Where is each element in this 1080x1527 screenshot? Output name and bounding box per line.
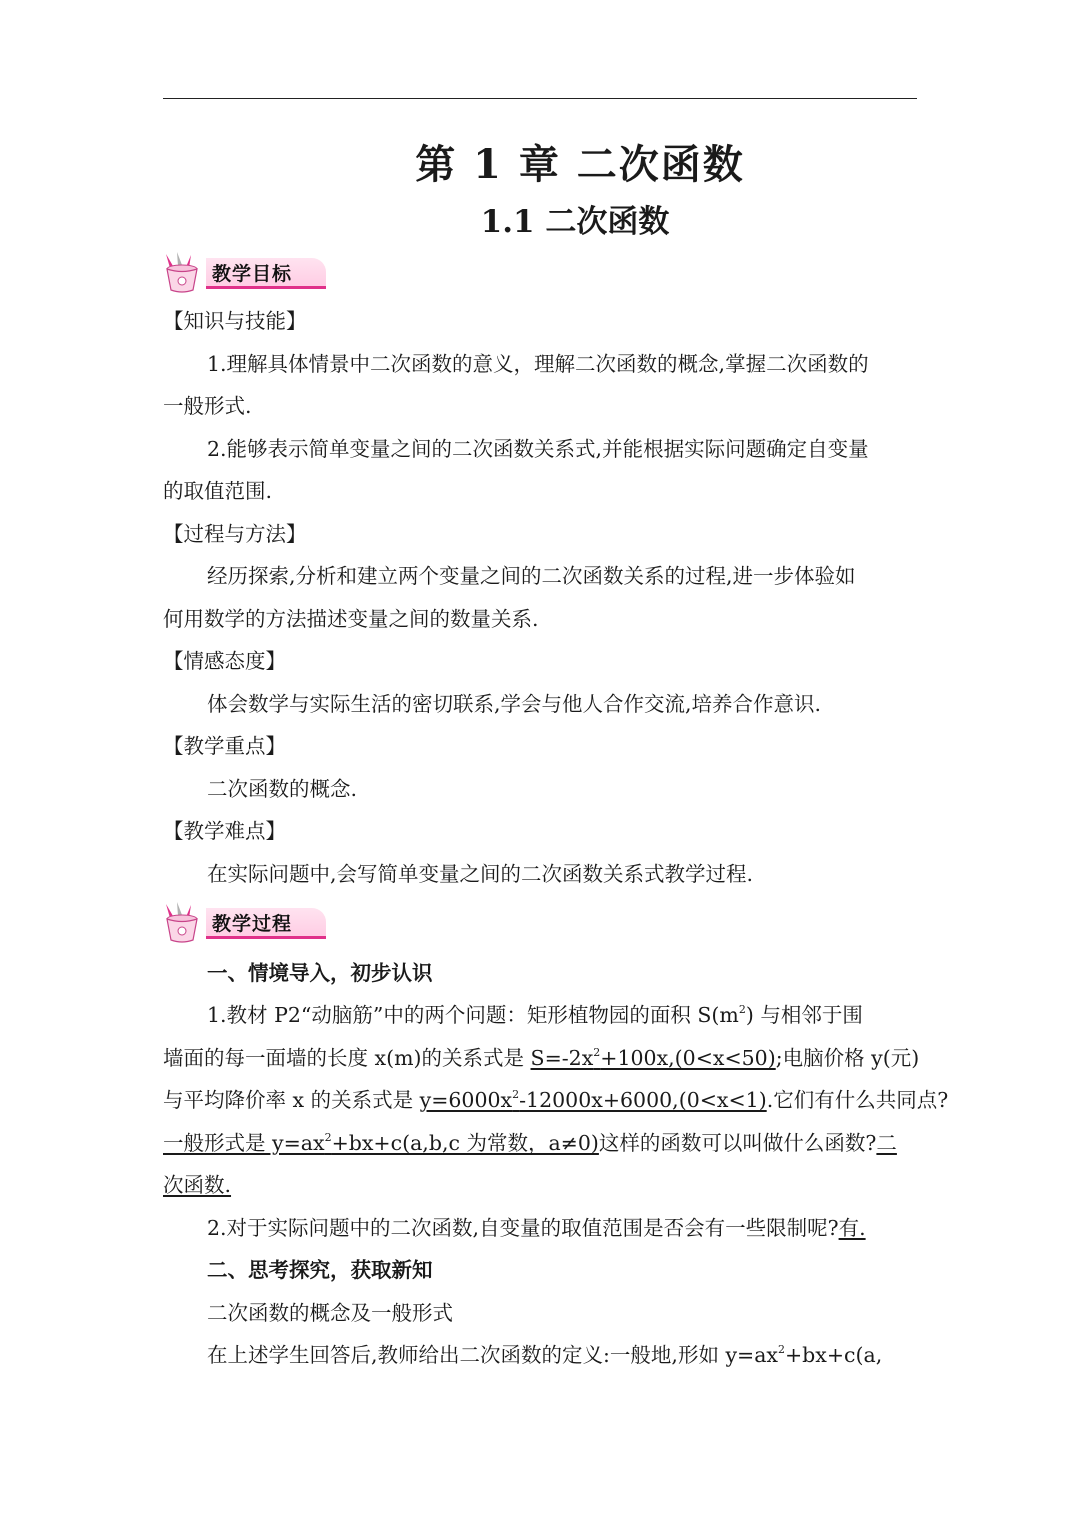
superscript: 2 [738, 1003, 746, 1016]
formula-2 [420, 1088, 767, 1112]
attitude-text: 体会数学与实际生活的密切联系,学会与他人合作交流,培养合作意识. [207, 692, 822, 716]
answer-2: 有. [838, 1216, 866, 1240]
item-1-text-a: 1.教材 P2“动脑筋”中的两个问题：矩形植物园的面积 S(m [207, 1003, 739, 1027]
formula-1-b: +100x,(0<x<50) [600, 1046, 776, 1070]
knowledge-heading: 【知识与技能】 [163, 309, 307, 333]
key-point-heading: 【教学重点】 [163, 734, 286, 758]
part-1-heading: 一、情境导入，初步认识 [207, 961, 433, 985]
answer-1-a: 二 [876, 1131, 897, 1155]
definition-line [207, 1341, 967, 1369]
knowledge-item-2-line-2: 的取值范围. [163, 479, 273, 503]
formula-1 [531, 1046, 776, 1070]
superscript: 2 [778, 1343, 785, 1356]
definition-text-b: +bx+c(a, [785, 1343, 883, 1367]
general-form [163, 1131, 599, 1155]
formula-2-a: y=6000x [419, 1088, 513, 1112]
badge-flag [206, 908, 326, 939]
item-1-line-5 [163, 1171, 923, 1199]
superscript: 2 [324, 1131, 332, 1144]
header-rule [163, 98, 917, 99]
item-1-line-3 [163, 1086, 949, 1114]
item-1-text-c: 墙面的每一面墙的长度 x(m)的关系式是 [163, 1046, 531, 1070]
item-1-line-2 [163, 1044, 923, 1072]
process-method-line-2: 何用数学的方法描述变量之间的数量关系. [163, 607, 539, 631]
superscript: 2 [593, 1046, 601, 1059]
formula-2-b: -12000x+6000,(0<x<1) [519, 1088, 767, 1112]
item-1-line-1 [207, 1001, 967, 1029]
attitude-heading: 【情感态度】 [163, 649, 286, 673]
item-1-text-e: 与平均降价率 x 的关系式是 [163, 1088, 420, 1112]
general-form-a: 一般形式是 y=ax [163, 1131, 325, 1155]
formula-1-a: S=-2x [530, 1046, 594, 1070]
goals-badge-label: 教学目标 [212, 263, 293, 285]
general-form-b: +bx+c(a,b,c 为常数，a≠0) [331, 1131, 599, 1155]
item-2-text: 2.对于实际问题中的二次函数,自变量的取值范围是否会有一些限制呢? [207, 1216, 839, 1240]
process-method-line-1: 经历探索,分析和建立两个变量之间的二次函数关系的过程,进一步体验如 [207, 564, 856, 588]
item-1-text-b: ) 与相邻于围 [745, 1003, 863, 1027]
item-1-text-g: 这样的函数可以叫做什么函数? [598, 1131, 877, 1155]
item-1-line-4 [163, 1129, 923, 1157]
definition-text-a: 在上述学生回答后,教师给出二次函数的定义:一般地,形如 y=ax [207, 1343, 778, 1367]
knowledge-item-1-line-2: 一般形式. [163, 394, 252, 418]
process-badge [160, 902, 330, 944]
difficulty-text: 在实际问题中,会写简单变量之间的二次函数关系式教学过程. [207, 862, 754, 886]
goals-badge [160, 252, 330, 294]
concept-heading: 二次函数的概念及一般形式 [207, 1301, 453, 1325]
item-1-text-d: ;电脑价格 y(元) [775, 1046, 920, 1070]
process-badge-label: 教学过程 [212, 913, 293, 935]
knowledge-item-2-line-1: 2.能够表示简单变量之间的二次函数关系式,并能根据实际问题确定自变量 [207, 437, 869, 461]
difficulty-heading: 【教学难点】 [163, 819, 286, 843]
item-2-line [207, 1214, 967, 1242]
badge-flag [206, 258, 326, 289]
pencil-cup-icon [160, 902, 210, 944]
item-1-text-f: .它们有什么共同点? [766, 1088, 949, 1112]
section-title: 1.1 二次函数 [480, 204, 670, 240]
part-2-heading: 二、思考探究，获取新知 [207, 1258, 433, 1282]
chapter-title: 第 1 章 二次函数 [415, 141, 745, 188]
answer-1-b: 次函数. [163, 1173, 232, 1197]
pencil-cup-icon [160, 252, 210, 294]
knowledge-item-1-line-1: 1.理解具体情景中二次函数的意义，理解二次函数的概念,掌握二次函数的 [207, 352, 869, 376]
key-point-text: 二次函数的概念. [207, 777, 358, 801]
process-method-heading: 【过程与方法】 [163, 522, 307, 546]
superscript: 2 [512, 1088, 520, 1101]
